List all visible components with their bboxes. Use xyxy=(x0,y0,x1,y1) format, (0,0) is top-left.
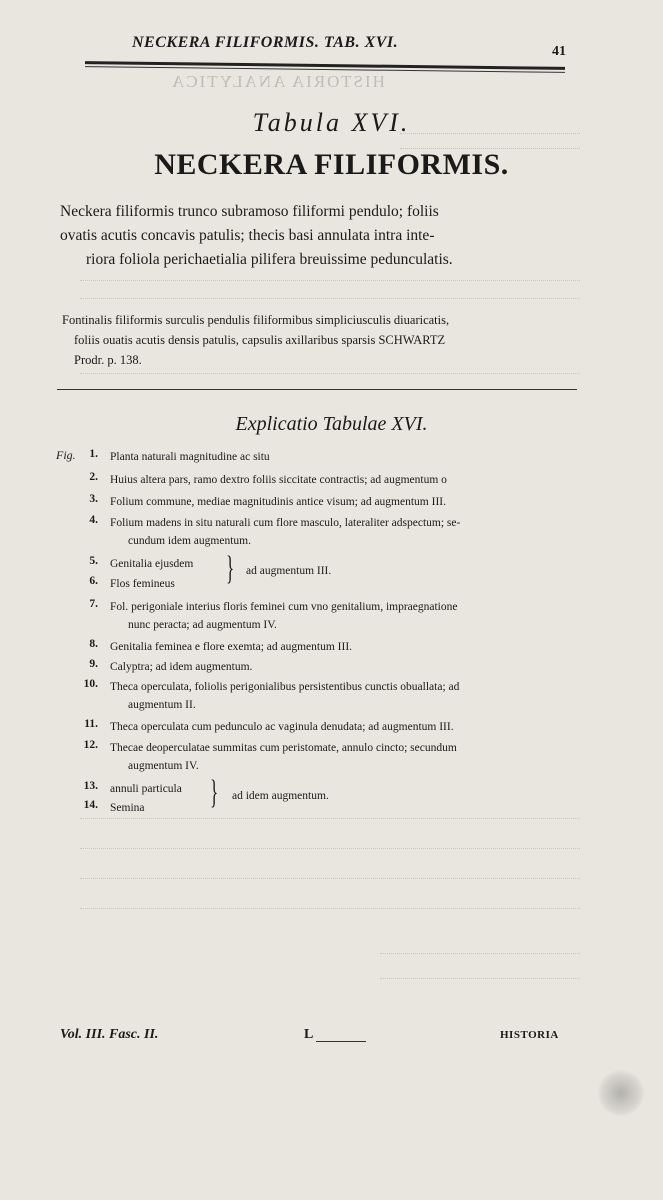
brace-icon: } xyxy=(226,550,235,587)
show-through-text xyxy=(80,840,580,849)
figure-caption: Theca operculata, foliolis perigonialibus persistentibus cunctis obuallata; ad xyxy=(110,681,460,693)
figure-caption-continued: augmentum II. xyxy=(128,699,196,711)
diagnosis-line: ovatis acutis concavis patulis; thecis basi annulata intra inte- xyxy=(60,227,435,244)
figure-number: 8. xyxy=(89,638,98,650)
synonym-line: Fontinalis filiformis surculis pendulis filiformibus simpliciusculis diuaricatis, xyxy=(62,313,450,327)
signature-rule xyxy=(316,1041,366,1042)
show-through-heading: HISTORIA ANALYTICA xyxy=(170,72,385,91)
brace-icon: } xyxy=(210,774,219,811)
figure-number: 6. xyxy=(89,575,98,587)
figure-number: 12. xyxy=(83,739,98,751)
figure-caption-continued: augmentum IV. xyxy=(128,760,199,772)
synonym-paragraph xyxy=(62,310,572,370)
figure-caption-continued: cundum idem augmentum. xyxy=(128,535,251,547)
plate-title: Tabula XVI. xyxy=(252,108,411,137)
diagnosis-paragraph xyxy=(60,200,605,272)
show-through-text xyxy=(80,870,580,879)
figure-number: 9. xyxy=(89,658,98,670)
show-through-text xyxy=(380,970,580,979)
figure-number: 1. xyxy=(89,448,98,460)
show-through-text xyxy=(80,290,580,299)
diagnosis-line: Neckera filiformis trunco subramoso filiformi pendulo; foliis xyxy=(60,203,439,220)
figure-caption: Folium commune, mediae magnitudinis antice visum; ad augmentum III. xyxy=(110,496,446,508)
figure-number: 13. xyxy=(83,780,98,792)
figure-caption: Genitalia feminea e flore exemta; ad augmentum III. xyxy=(110,641,353,653)
figure-caption: Folium madens in situ naturali cum flore masculo, lateraliter adspectum; se- xyxy=(110,517,461,529)
figure-caption: Fol. perigoniale interius floris feminei cum vno genitalium, impraegnatione xyxy=(110,601,458,613)
show-through-text xyxy=(80,272,580,281)
figure-caption: Calyptra; ad idem augmentum. xyxy=(110,661,253,673)
figure-number: 4. xyxy=(89,514,98,526)
synonym-line: Prodr. p. 138. xyxy=(74,353,142,367)
fig-label: Fig. xyxy=(56,448,76,462)
signature-mark: L xyxy=(304,1027,314,1042)
figure-number: 2. xyxy=(89,471,98,483)
figure-number: 5. xyxy=(89,555,98,567)
figure-number: 14. xyxy=(83,799,98,811)
catchword: HISTORIA xyxy=(500,1029,559,1041)
footer-volume: Vol. III. Fasc. II. xyxy=(60,1027,159,1042)
figure-number: 7. xyxy=(89,598,98,610)
figure-number: 3. xyxy=(89,493,98,505)
paper-stain xyxy=(598,1070,644,1116)
diagnosis-line: riora foliola perichaetialia pilifera breuissime pedunculatis. xyxy=(86,251,453,268)
figure-caption: Thecae deoperculatae summitas cum peristomate, annulo cincto; secundum xyxy=(110,742,457,754)
figure-caption-continued: nunc peracta; ad augmentum IV. xyxy=(128,619,277,631)
section-divider xyxy=(57,389,577,390)
figure-number: 10. xyxy=(83,678,98,690)
brace-caption: ad idem augmentum. xyxy=(232,790,329,802)
show-through-text xyxy=(80,900,580,909)
figure-caption: Planta naturali magnitudine ac situ xyxy=(110,451,270,463)
brace-caption: ad augmentum III. xyxy=(246,565,332,577)
explicatio-heading: Explicatio Tabulae XVI. xyxy=(235,413,428,435)
figure-caption: Theca operculata cum pedunculo ac vaginula denudata; ad augmentum III. xyxy=(110,721,454,733)
figure-caption: annuli particula xyxy=(110,783,182,795)
figure-caption: Semina xyxy=(110,802,145,814)
page-number: 41 xyxy=(552,44,566,59)
figure-caption: Genitalia ejusdem xyxy=(110,558,194,570)
figure-caption: Flos femineus xyxy=(110,578,175,590)
running-head: NECKERA FILIFORMIS. TAB. XVI. xyxy=(132,34,399,51)
figure-caption: Huius altera pars, ramo dextro foliis siccitate contractis; ad augmentum o xyxy=(110,474,447,486)
species-title: NECKERA FILIFORMIS. xyxy=(154,148,509,181)
show-through-text xyxy=(380,945,580,954)
synonym-line: foliis ouatis acutis densis patulis, capsulis axillaribus sparsis SCHWARTZ xyxy=(74,333,446,347)
figure-number: 11. xyxy=(84,718,98,730)
